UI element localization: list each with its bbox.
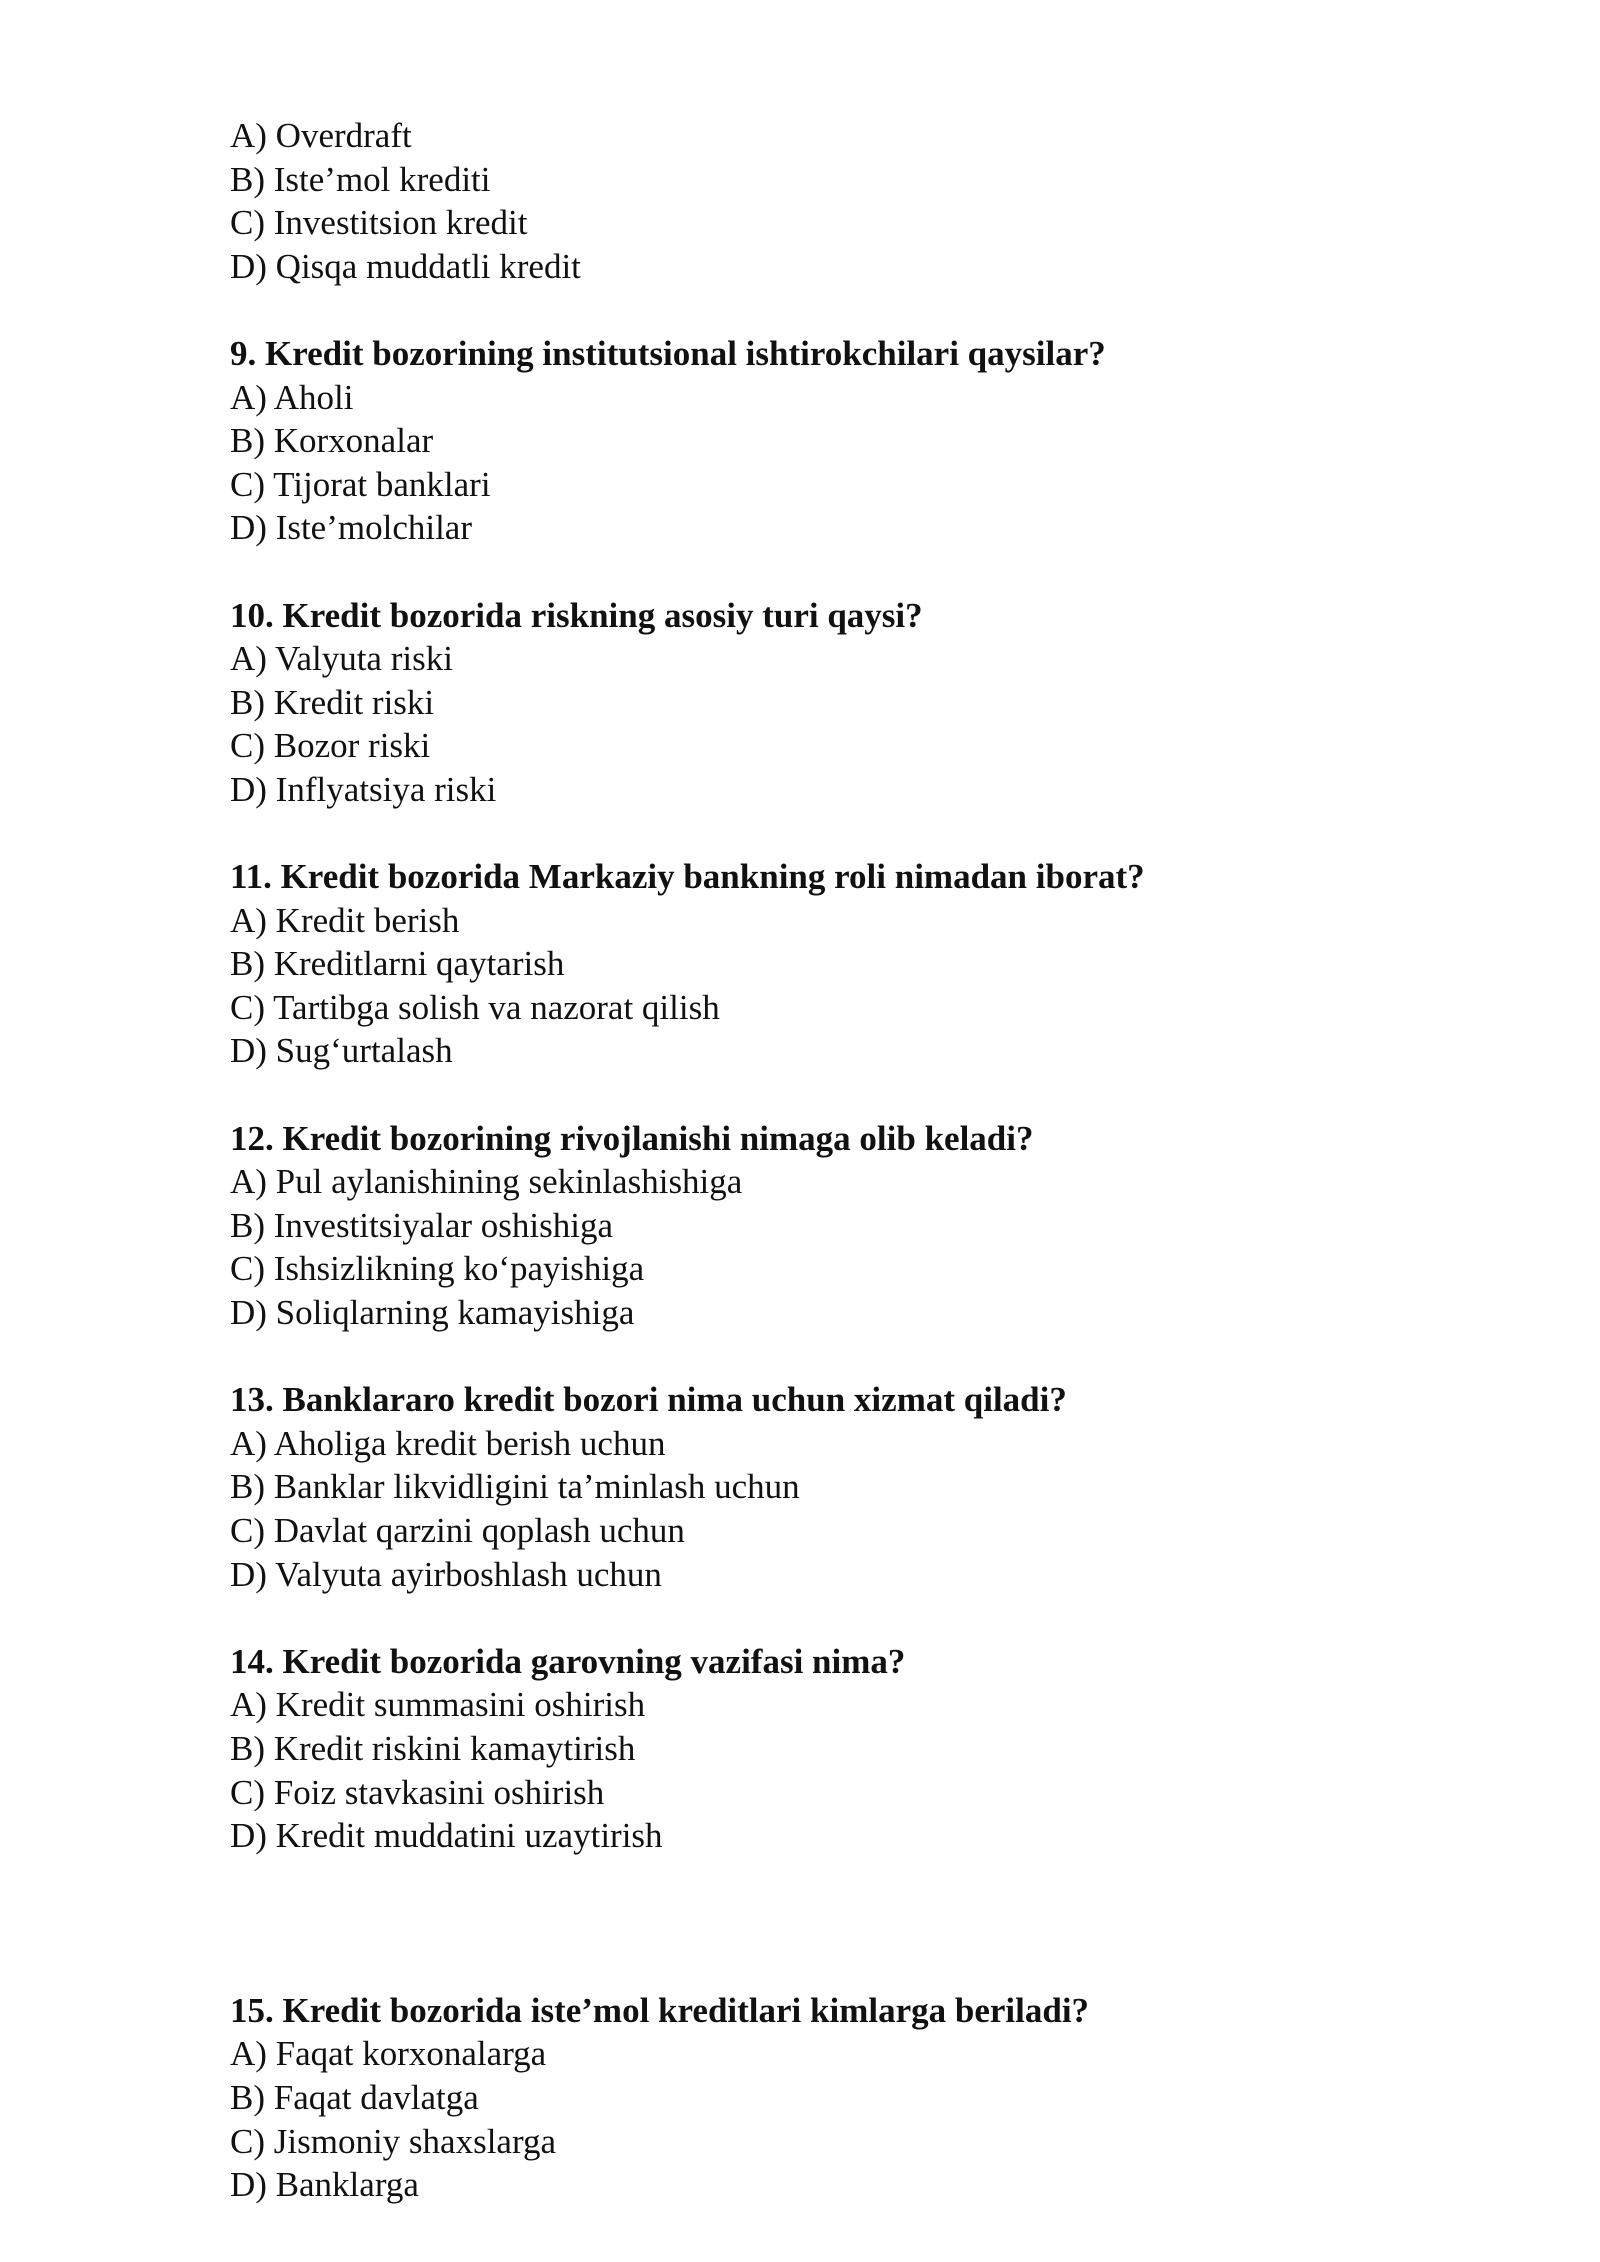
option-a: A) Pul aylanishining sekinlashishiga <box>230 1162 743 1202</box>
option-d: D) Valyuta ayirboshlash uchun <box>230 1554 662 1594</box>
option-b: B) Iste’mol krediti <box>230 159 491 199</box>
option-a: A) Faqat korxonalarga <box>230 2034 547 2074</box>
question-text: 12. Kredit bozorining rivojlanishi nimaga olib keladi? <box>230 1118 1034 1158</box>
option-d: D) Qisqa muddatli kredit <box>230 246 581 286</box>
question-14-block <box>230 1640 1430 1858</box>
option-c: C) Tijorat banklari <box>230 464 491 504</box>
option-c: C) Bozor riski <box>230 726 431 766</box>
question-13-block <box>230 1378 1430 1596</box>
option-b: B) Investitsiyalar oshishiga <box>230 1205 614 1245</box>
option-b: B) Faqat davlatga <box>230 2077 479 2117</box>
question-text: 15. Kredit bozorida iste’mol kreditlari kimlarga beriladi? <box>230 1990 1090 2030</box>
question-text: 13. Banklararo kredit bozori nima uchun xizmat qiladi? <box>230 1380 1067 1420</box>
option-a: A) Kredit summasini oshirish <box>230 1685 646 1725</box>
option-c: C) Ishsizlikning ko‘payishiga <box>230 1249 645 1289</box>
option-b: B) Banklar likvidligini ta’minlash uchun <box>230 1467 800 1507</box>
option-a: A) Kredit berish <box>230 900 460 940</box>
option-d: D) Sug‘urtalash <box>230 1031 453 1071</box>
option-d: D) Inflyatsiya riski <box>230 769 497 809</box>
question-9-block <box>230 332 1430 550</box>
option-c: C) Davlat qarzini qoplash uchun <box>230 1511 685 1550</box>
question-text: 9. Kredit bozorining institutsional ishtirokchilari qaysilar? <box>230 333 1106 373</box>
option-a: A) Aholiga kredit berish uchun <box>230 1423 666 1463</box>
question-11-block <box>230 855 1430 1073</box>
option-c: C) Investitsion kredit <box>230 203 528 243</box>
option-d: D) Banklarga <box>230 2165 419 2205</box>
question-text: 14. Kredit bozorida garovning vazifasi nima? <box>230 1641 906 1681</box>
document-page <box>230 114 1430 2207</box>
question-text: 11. Kredit bozorida Markaziy bankning roli nimadan iborat? <box>230 857 1145 897</box>
option-b: B) Kredit riskini kamaytirish <box>230 1728 636 1768</box>
option-a: A) Valyuta riski <box>230 639 453 679</box>
option-c: C) Tartibga solish va nazorat qilish <box>230 987 720 1027</box>
question-15-block <box>230 1989 1430 2207</box>
option-d: D) Iste’molchilar <box>230 508 472 548</box>
option-c: C) Foiz stavkasini oshirish <box>230 1772 605 1812</box>
question-text: 10. Kredit bozorida riskning asosiy turi qaysi? <box>230 595 923 635</box>
option-c: C) Jismoniy shaxslarga <box>230 2121 557 2161</box>
option-d: D) Soliqlarning kamayishiga <box>230 1293 635 1333</box>
question-10-block <box>230 594 1430 812</box>
question-8-options <box>230 114 1430 288</box>
option-b: B) Kreditlarni qaytarish <box>230 944 565 984</box>
option-a: A) Aholi <box>230 377 354 417</box>
option-b: B) Korxonalar <box>230 421 434 461</box>
option-b: B) Kredit riski <box>230 682 435 722</box>
question-12-block <box>230 1117 1430 1335</box>
option-a: A) Overdraft <box>230 116 412 155</box>
option-d: D) Kredit muddatini uzaytirish <box>230 1816 663 1856</box>
